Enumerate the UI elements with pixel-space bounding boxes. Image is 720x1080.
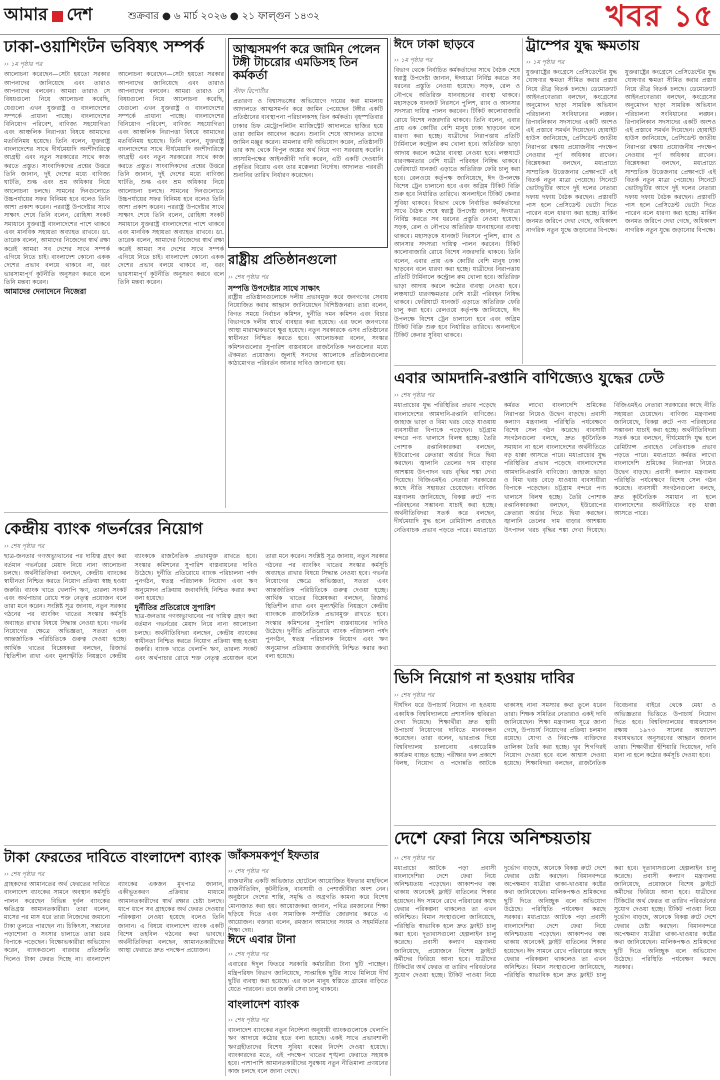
section-divider xyxy=(4,512,388,513)
section-divider xyxy=(394,365,716,366)
article-central-bank xyxy=(4,520,388,840)
article-subhead: দুর্নীতির প্রতিরোধে সুপারিশ xyxy=(134,603,216,613)
article-body-text: বিভাগ থেকে নির্বাচিত কর্মকর্তাদের সাথে বৈঠক শেষে স্বরাষ্ট্র উপদেষ্টা জানান, ঈদযাত্রা নির্বিঘ্ন করতে সব ধরনের প্রস্তুতি নেওয়া হয়েছে। সড়ক, রেল ও নৌপথে অতিরিক্ত যানবাহনের ব্যবস্থা থাকবে। মহাসড়কে যানজট নিরসনে পুলিশ, র‍্যাব ও আনসার সদস্যরা দায়িত্ব পালন করবেন। টিকিট কালোবাজারি রোধে বিশেষ নজরদারি থাকবে। তিনি বলেন, এবার প্রায় এক কোটির বেশি মানুষ ঢাকা ছাড়বেন বলে ধারণা করা হচ্ছে। যাত্রীদের নিরাপত্তায় প্রতিটি টার্মিনালে কন্ট্রোল রুম খোলা হবে। অতিরিক্ত ভাড়া আদায় করলে কঠোর ব্যবস্থা নেওয়া হবে। লঞ্চঘাটে ধারণক্ষমতার বেশি যাত্রী পরিবহন নিষিদ্ধ থাকবে। ফেরিঘাটে যানজট এড়াতে অতিরিক্ত ফেরি চালু করা হবে। রেলওয়ে কর্তৃপক্ষ জানিয়েছে, ঈদ উপলক্ষে বিশেষ ট্রেন চালানো হবে এবং অগ্রিম টিকিট বিক্রি শুরু হবে নির্ধারিত তারিখে। অনলাইনে টিকিট কেনার সুবিধা থাকবে। xyxy=(394,66,520,207)
logo-red-square-icon xyxy=(52,11,63,22)
article-body-text: ছাত্র-জনতার গণঅভ্যুত্থানের পর দায়িত্ব গ্রহণ করা বর্তমান গভর্নরের মেয়াদ নিয়ে নানা আলোচনা চলছে। অর্থনীতিবিদরা বলছেন, কেন্দ্রীয় ব্যাংকের স্বাধীনতা নিশ্চিত করতে নিয়োগ প্রক্রিয়া স্বচ্ছ হওয়া জরুরি। ব্যাংক খাতে খেলাপি ঋণ, তারল্য সংকট এবং অর্থপাচার রোধে শক্ত নেতৃত্ব প্রয়োজন বলে তারা মনে করেন। সংশ্লিষ্ট সূত্র জানায়, নতুন সরকার গঠনের পর ব্যাংকিং খাতের সংস্কার কর্মসূচি অব্যাহত রাখার বিষয়ে সিদ্ধান্ত নেওয়া হবে। গভর্নর নিয়োগের ক্ষেত্রে অভিজ্ঞতা, সততা এবং আন্তর্জাতিক পরিচিতিকে গুরুত্ব দেওয়া হচ্ছে। আর্থিক খাতের বিশ্লেষকরা বলছেন, রিজার্ভ স্থিতিশীল রাখা এবং মূল্যস্ফীতি নিয়ন্ত্রণে কেন্দ্রীয় ব্যাংককে রাজনৈতিক প্রভাবমুক্ত রাখতে হবে। সংস্কার কমিশনের সুপারিশ বাস্তবায়নের দাবিও উঠেছে। দুর্নীতি প্রতিরোধে ব্যাংক পরিচালনা পর্ষদ পুনর্গঠন, স্বতন্ত্র পরিচালক নিয়োগ এবং ঋণ অনুমোদন প্রক্রিয়ায় জবাবদিহি নিশ্চিত করার কথা বলা হয়েছে। xyxy=(4,553,258,660)
article-body-text: রাষ্ট্রীয় প্রতিষ্ঠানগুলোকে দলীয় প্রভাবমুক্ত করে জনগণের সেবায় নিয়োজিত করার আহ্বান জানিয়েছেন বিশিষ্টজনরা। তারা বলেন, বিগত সময়ে নির্বাচন কমিশন, দুর্নীতি দমন কমিশন এবং বিচার বিভাগকে দলীয় স্বার্থে ব্যবহার করা হয়েছে। এর ফলে জনগণের আস্থা মারাত্মকভাবে ক্ষুণ্ণ হয়েছে। নতুন সরকারকে এসব প্রতিষ্ঠানের স্বাধীনতা নিশ্চিত করতে হবে। আলোচকরা বলেন, সংস্কার কমিশনগুলোর সুপারিশ বাস্তবায়নে রাজনৈতিক দলগুলোর মধ্যে ঐকমত্য প্রয়োজন। জুলাই সনদের আলোকে প্রতিষ্ঠানগুলোর কাঠামোগত পরিবর্তন আনার দাবিও জানানো হয়। xyxy=(228,293,388,368)
article-body: রাজধানীর একটি অভিজাত হোটেলে আয়োজিত ইফতার মাহফিলে রাজনীতিবিদ, কূটনীতিক, ব্যবসায়ী ও পেশাজীবীরা অংশ নেন। অনুষ্ঠানে দেশের শান্তি, সমৃদ্ধি ও অগ্রগতি কামনা করে বিশেষ মোনাজাত করা হয়। আয়োজকরা জানান, পবিত্র রমজানের শিক্ষা ছড়িয়ে দিতে এবং সামাজিক সম্প্রীতি জোরদার করতে এ আয়োজন। বক্তারা বলেন, রমজান আমাদের সংযম ও সহমর্মিতার শিক্ষা দেয়। xyxy=(228,877,388,935)
article-headline-eid-train: ঈদে এবার টানা xyxy=(228,932,296,946)
section-divider xyxy=(394,665,716,666)
article-headline: এবার আমদানি-রপ্তানি বাণিজ্যেও যুদ্ধের ঢেউ xyxy=(394,369,665,387)
article-body-text-continued: মধ্যপ্রাচ্যের যুদ্ধ পরিস্থিতির প্রভাব পড়েছে বাংলাদেশের আমদানি-রপ্তানি বাণিজ্যে। জাহাজ ভাড়া ও বিমা খরচ বেড়ে যাওয়ায় ব্যবসায়ীরা বিপাকে পড়েছেন। চট্টগ্রাম বন্দরে পণ্য খালাসে বিলম্ব হচ্ছে। তৈরি পোশাক রপ্তানিকারকরা বলছেন, ইউরোপের ক্রেতারা অর্ডার দিতে দ্বিধা করছেন। জ্বালানি তেলের দাম বাড়ার আশঙ্কায় উৎপাদন খরচ বৃদ্ধির শঙ্কা দেখা দিয়েছে। বিজিএমইএ নেতারা সরকারের কাছে নীতি সহায়তা চেয়েছেন। বাণিজ্য মন্ত্রণালয় জানিয়েছে, বিকল্প রুটে পণ্য পরিবহনের সম্ভাবনা যাচাই করা হচ্ছে। অর্থনীতিবিদরা সতর্ক করে বলছেন, দীর্ঘমেয়াদি যুদ্ধ হলে রেমিট্যান্স প্রবাহেও নেতিবাচক প্রভাব পড়তে পারে। মধ্যপ্রাচ্যে কর্মরত লাখো বাংলাদেশি শ্রমিকের নিরাপত্তা নিয়েও উদ্বেগ বাড়ছে। প্রবাসী কল্যাণ মন্ত্রণালয় পরিস্থিতি পর্যবেক্ষণে বিশেষ সেল গঠন করেছে। ব্যবসায়ী সংগঠনগুলো বলছে, দ্রুত কূটনৈতিক সমাধান না হলে বাংলাদেশের অর্থনীতিতে বড় ধাক্কা আসতে পারে। xyxy=(504,402,716,534)
article-headline: ঢাকা-ওয়াশিংটন ভবিষ্যৎ সম্পর্ক xyxy=(4,37,205,56)
article-headline-bangladesh-bank: বাংলাদেশ ব্যাংক xyxy=(228,998,299,1012)
article-subhead: সম্পত্তি উপদেষ্টার সাথে সাক্ষাৎ xyxy=(228,283,321,293)
article-headline: রাষ্ট্রীয় প্রতিষ্ঠানগুলো xyxy=(228,253,337,268)
article-byline: ›› শেষ পৃষ্ঠার পর xyxy=(4,871,45,879)
article-body-text-continued: যুক্তরাষ্ট্রের কংগ্রেসে প্রেসিডেন্টের যুদ্ধ ঘোষণার ক্ষমতা সীমিত করার প্রস্তাব নিয়ে তীব্র বিতর্ক চলছে। ডেমোক্র্যাট আইনপ্রণেতারা বলছেন, কংগ্রেসের অনুমোদন ছাড়া সামরিক অভিযান পরিচালনা সংবিধানের লঙ্ঘন। রিপাবলিকান সদস্যদের একটি অংশও এই প্রস্তাবে সমর্থন দিয়েছেন। হোয়াইট হাউস জানিয়েছে, প্রেসিডেন্ট জাতীয় নিরাপত্তা রক্ষায় প্রয়োজনীয় পদক্ষেপ নেওয়ার পূর্ণ অধিকার রাখেন। বিশ্লেষকরা বলছেন, মধ্যপ্রাচ্যে সাম্প্রতিক উত্তেজনার প্রেক্ষাপটে এই বিতর্ক নতুন মাত্রা পেয়েছে। সিনেটে ভোটাভুটির আগে দুই দলের নেতারা দফায় দফায় বৈঠক করছেন। প্রস্তাবটি পাস হলে প্রেসিডেন্ট ভেটো দিতে পারেন বলে ধারণা করা হচ্ছে। মার্কিন জনমত জরিপে দেখা গেছে, অধিকাংশ নাগরিক নতুন যুদ্ধে জড়ানোর বিপক্ষে। xyxy=(625,69,716,234)
column-divider xyxy=(390,38,391,1076)
article-body-text-continued: বিভাগ থেকে নির্বাচিত কর্মকর্তাদের সাথে বৈঠক শেষে স্বরাষ্ট্র উপদেষ্টা জানান, ঈদযাত্রা নির্বিঘ্ন করতে সব ধরনের প্রস্তুতি নেওয়া হয়েছে। সড়ক, রেল ও নৌপথে অতিরিক্ত যানবাহনের ব্যবস্থা থাকবে। মহাসড়কে যানজট নিরসনে পুলিশ, র‍্যাব ও আনসার সদস্যরা দায়িত্ব পালন করবেন। টিকিট কালোবাজারি রোধে বিশেষ নজরদারি থাকবে। তিনি বলেন, এবার প্রায় এক কোটির বেশি মানুষ ঢাকা ছাড়বেন বলে ধারণা করা হচ্ছে। যাত্রীদের নিরাপত্তায় প্রতিটি টার্মিনালে কন্ট্রোল রুম খোলা হবে। অতিরিক্ত ভাড়া আদায় করলে কঠোর ব্যবস্থা নেওয়া হবে। লঞ্চঘাটে ধারণক্ষমতার বেশি যাত্রী পরিবহন নিষিদ্ধ থাকবে। ফেরিঘাটে যানজট এড়াতে অতিরিক্ত ফেরি চালু করা হবে। রেলওয়ে কর্তৃপক্ষ জানিয়েছে, ঈদ উপলক্ষে বিশেষ ট্রেন চালানো হবে এবং অগ্রিম টিকিট বিক্রি শুরু হবে নির্ধারিত তারিখে। অনলাইনে টিকিট কেনার সুবিধা থাকবে। xyxy=(394,199,521,340)
article-body: প্রতারণা ও বিশ্বাসভঙ্গের অভিযোগে দায়ের করা মামলায় আদালতে আত্মসমর্পণ করে জামিন পেয়েছেন টঙ্গীর একটি প্রতিষ্ঠানের ব্যবস্থাপনা পরিচালকসহ তিন কর্মকর্তা। বৃহস্পতিবার ঢাকার চিফ মেট্রোপলিটন ম্যাজিস্ট্রেট আদালতে হাজির হয়ে তারা জামিন আবেদন করেন। শুনানি শেষে আদালত তাদের জামিন মঞ্জুর করেন। মামলার বাদী অভিযোগ করেন, প্রতিষ্ঠানটি তার কাছ থেকে বিপুল অঙ্কের অর্থ নিয়ে পণ্য সরবরাহ করেনি। আসামিপক্ষের আইনজীবী দাবি করেন, এটি একটি দেওয়ানি প্রকৃতির বিরোধ এবং তার মক্কেলরা নির্দোষ। আদালত পরবর্তী শুনানির তারিখ নির্ধারণ করেছেন। xyxy=(233,97,383,180)
section-divider xyxy=(4,845,388,846)
article-body-text: আলোচনা করেছেন—সেটা হয়তো সরকার আপনাদের জানিয়েছে এবং তারাও আপনাদের বলবেন। আমরা তারাও সে বিষয়গুলো নিয়ে আলোচনা করেছি, যেগুলো এখন যুক্তরাষ্ট্র ও বাংলাদেশের সম্পর্কে প্রাধান্য পাচ্ছে। বাংলাদেশের বিনিয়োগ পরিবেশ, বাণিজ্য সহযোগিতা এবং আঞ্চলিক নিরাপত্তা বিষয়ে আমাদের মতবিনিময় হয়েছে। তিনি বলেন, যুক্তরাষ্ট্র বাংলাদেশের সাথে দীর্ঘমেয়াদি অংশীদারিত্বে আগ্রহী এবং নতুন সরকারের সাথে কাজ করতে প্রস্তুত। সাংবাদিকদের প্রশ্নের উত্তরে তিনি জানান, দুই দেশের মধ্যে বাণিজ্য ঘাটতি, শুল্ক এবং শ্রম অধিকার নিয়ে আলোচনা চলছে। সামনের দিনগুলোতে উচ্চপর্যায়ের সফর বিনিময় হবে বলেও তিনি আশা প্রকাশ করেন। পররাষ্ট্র উপদেষ্টার সাথে সাক্ষাৎ শেষে তিনি বলেন, রোহিঙ্গা সংকট সমাধানে যুক্তরাষ্ট্র বাংলাদেশের পাশে থাকবে এবং মানবিক সহায়তা অব্যাহত রাখবে। ডা. তারেক বলেন, আমাদের নিজেদের স্বার্থ রক্ষা করেই আমরা সব দেশের সাথে সম্পর্ক এগিয়ে নিতে চাই। বাংলাদেশ কোনো একক দেশের প্রভাব বলয়ে থাকবে না, বরং ভারসাম্যপূর্ণ কূটনীতি অনুসরণ করবে বলে তিনি মন্তব্য করেন। xyxy=(4,71,110,286)
article-byline: ›› শেষ পৃষ্ঠার পর xyxy=(394,692,435,700)
article-body xyxy=(394,865,716,1075)
section-page-label: খবর ১৫ xyxy=(605,0,714,34)
article-headline: টাকা ফেরতের দাবিতে বাংলাদেশ ব্যাংক xyxy=(4,850,222,866)
article-byline: ›› শেষ পৃষ্ঠার পর xyxy=(228,867,269,875)
article-body xyxy=(4,553,388,843)
article-headline: ভিসি নিয়োগ না হওয়ায় দাবির xyxy=(394,669,575,687)
article-body-eid-train: এবারের ঈদুল ফিতরে সরকারি কর্মচারীরা টানা ছুটি পাচ্ছেন। মন্ত্রিপরিষদ বিভাগ জানিয়েছে, সাপ্তাহিক ছুটির সাথে মিলিয়ে দীর্ঘ ছুটির ব্যবস্থা করা হয়েছে। এর ফলে মানুষ স্বস্তিতে গ্রামের বাড়িতে যেতে পারবেন। তবে জরুরি সেবা চালু থাকবে। xyxy=(228,961,388,994)
article-money-return xyxy=(4,850,224,1076)
article-byline: ›› ১ম পৃষ্ঠার পর xyxy=(526,59,565,67)
article-byline: ›› শেষ পৃষ্ঠার পর xyxy=(228,273,269,281)
article-body: দীর্ঘদিন ধরে উপাচার্য নিয়োগ না হওয়ায় একাধিক বিশ্ববিদ্যালয়ে প্রশাসনিক স্থবিরতা দেখা দিয়েছে। শিক্ষার্থীরা দ্রুত স্থায়ী উপাচার্য নিয়োগের দাবিতে মানববন্ধন করেছেন। তারা বলেন, ভারপ্রাপ্ত দিয়ে বিশ্ববিদ্যালয় চালানোয় একাডেমিক কার্যক্রম ব্যাহত হচ্ছে। পরীক্ষার ফল প্রকাশে বিলম্ব, নিয়োগ ও পদোন্নতি আটকে থাকাসহ নানা সমস্যার কথা তুলে ধরেন তারা। শিক্ষক সমিতির নেতারাও একই দাবি জানিয়েছেন। শিক্ষা মন্ত্রণালয় সূত্রে জানা গেছে, উপাচার্য নিয়োগের প্রক্রিয়া চলমান রয়েছে। যোগ্য ও নিরপেক্ষ ব্যক্তিদের তালিকা তৈরি করা হচ্ছে। খুব শিগগিরই নিয়োগ দেওয়া হবে বলে আশ্বাস দেওয়া হয়েছে। শিক্ষাবিদরা বলছেন, রাজনৈতিক বিবেচনার বাইরে থেকে মেধা ও অভিজ্ঞতার ভিত্তিতে উপাচার্য নিয়োগ দিতে হবে। বিশ্ববিদ্যালয়ের স্বায়ত্তশাসন রক্ষায় ১৯৭৩ সালের অধ্যাদেশ যথাযথভাবে অনুসরণের আহ্বান জানান তারা। শিক্ষার্থীরা হুঁশিয়ারি দিয়েছেন, দাবি মানা না হলে কঠোর কর্মসূচি দেওয়া হবে। xyxy=(394,702,716,768)
date-line: শুক্রবার ● ৬ মার্চ ২০২৬ ● ২১ ফাল্গুন ১৪৩২ xyxy=(128,11,320,22)
article-byline: ›› শেষ পৃষ্ঠার পর xyxy=(4,543,45,551)
section-divider xyxy=(394,825,716,826)
article-headline: ঈদে ঢাকা ছাড়বে xyxy=(394,37,475,51)
column-divider xyxy=(225,38,226,508)
article-body-text-continued: মধ্যপ্রাচ্যে আটকে পড়া প্রবাসী বাংলাদেশিরা দেশে ফেরা নিয়ে অনিশ্চয়তায় পড়েছেন। আকাশপথ বন্ধ থাকায় অনেকেই ফ্লাইট বাতিলের শিকার হয়েছেন। ঈদ সামনে রেখে পরিবারের কাছে ফেরার পরিকল্পনা থাকলেও তা এখন অনিশ্চিত। বিমান সংস্থাগুলো জানিয়েছে, পরিস্থিতি স্বাভাবিক হলে দ্রুত ফ্লাইট চালু করা হবে। দূতাবাসগুলো হেল্পলাইন চালু করেছে। প্রবাসী কল্যাণ মন্ত্রণালয় জানিয়েছে, প্রয়োজনে বিশেষ ফ্লাইটে কর্মীদের ফিরিয়ে আনা হবে। যাত্রীদের টিকিটের অর্থ ফেরত বা তারিখ পরিবর্তনের সুযোগ দেওয়া হচ্ছে। টিকিট পাওয়া নিয়ে দুর্ভোগ বাড়ছে, অনেকে বিকল্প রুটে দেশে ফেরার চেষ্টা করছেন। বিমানবন্দরে অপেক্ষমাণ যাত্রীরা থাকা-খাওয়ার কষ্টের কথা জানিয়েছেন। মালিকপক্ষও শ্রমিকদের ছুটি দিতে অনিচ্ছুক বলে অভিযোগ উঠেছে। পরিস্থিতি পর্যবেক্ষণ করছে সরকার। xyxy=(504,864,716,980)
article-state-institutions xyxy=(228,254,388,504)
article-byline: স্টাফ রিপোর্টার xyxy=(233,87,269,95)
article-byline: ›› শেষ পৃষ্ঠার পর xyxy=(394,854,435,862)
article-body-text-continued: ছাত্র-জনতার গণঅভ্যুত্থানের পর দায়িত্ব গ্রহণ করা বর্তমান গভর্নরের মেয়াদ নিয়ে নানা আলোচনা চলছে। অর্থনীতিবিদরা বলছেন, কেন্দ্রীয় ব্যাংকের স্বাধীনতা নিশ্চিত করতে নিয়োগ প্রক্রিয়া স্বচ্ছ হওয়া জরুরি। ব্যাংক খাতে খেলাপি ঋণ, তারল্য সংকট এবং অর্থপাচার রোধে শক্ত নেতৃত্ব প্রয়োজন বলে তারা মনে করেন। সংশ্লিষ্ট সূত্র জানায়, নতুন সরকার গঠনের পর ব্যাংকিং খাতের সংস্কার কর্মসূচি অব্যাহত রাখার বিষয়ে সিদ্ধান্ত নেওয়া হবে। গভর্নর নিয়োগের ক্ষেত্রে অভিজ্ঞতা, সততা এবং আন্তর্জাতিক পরিচিতিকে গুরুত্ব দেওয়া হচ্ছে। আর্থিক খাতের বিশ্লেষকরা বলছেন, রিজার্ভ স্থিতিশীল রাখা এবং মূল্যস্ফীতি নিয়ন্ত্রণে কেন্দ্রীয় ব্যাংককে রাজনৈতিক প্রভাবমুক্ত রাখতে হবে। সংস্কার কমিশনের সুপারিশ বাস্তবায়নের দাবিও উঠেছে। দুর্নীতি প্রতিরোধে ব্যাংক পরিচালনা পর্ষদ পুনর্গঠন, স্বতন্ত্র পরিচালক নিয়োগ এবং ঋণ অনুমোদন প্রক্রিয়ায় জবাবদিহি নিশ্চিত করার কথা বলা হয়েছে। xyxy=(134,553,388,662)
article-return-uncertainty xyxy=(394,830,716,1076)
article-trump-war xyxy=(526,38,716,358)
article-body xyxy=(394,402,716,660)
article-import-export xyxy=(394,370,716,660)
article-jakasamarpur xyxy=(228,850,388,1076)
article-body xyxy=(228,284,388,504)
logo-right-text: দেশ xyxy=(66,5,93,25)
article-body: গ্রাহকদের আমানতের অর্থ ফেরতের দাবিতে বাংলাদেশ ব্যাংকের সামনে অবস্থান কর্মসূচি পালন করেছেন বিভিন্ন দুর্বল ব্যাংকের ক্ষতিগ্রস্ত আমানতকারীরা। তারা বলেন, মাসের পর মাস ধরে তারা নিজেদের জমানো টাকা তুলতে পারছেন না। চিকিৎসা, সন্তানের পড়াশোনা ও সংসার চালাতে তারা চরম বিপাকে পড়েছেন। বিক্ষোভকারীরা অভিযোগ করেন, ব্যাংকগুলো বারবার প্রতিশ্রুতি দিলেও টাকা ফেরত দিচ্ছে না। বাংলাদেশ ব্যাংকের একজন মুখপাত্র জানান, একীভূতকরণ প্রক্রিয়ার মাধ্যমে আমানতকারীদের স্বার্থ রক্ষার চেষ্টা চলছে। ধাপে ধাপে সব গ্রাহকের অর্থ ফেরত দেওয়ার পরিকল্পনা নেওয়া হয়েছে বলেও তিনি জানান। এ বিষয়ে বাংলাদেশ ব্যাংক একটি বিশেষ তহবিল গঠনের কথা ভাবছে। অর্থনীতিবিদরা বলছেন, আমানতকারীদের আস্থা ফেরাতে দ্রুত পদক্ষেপ প্রয়োজন। xyxy=(4,881,224,963)
article-headline: আত্মসমর্পণ করে জামিন পেলেন টঙ্গী টাচরোর এমডিসহ তিন কর্মকর্তা xyxy=(233,42,380,83)
masthead xyxy=(0,0,720,35)
article-headline: ট্রাম্পের যুদ্ধ ক্ষমতায় xyxy=(526,38,640,54)
article-body-text: মধ্যপ্রাচ্যে আটকে পড়া প্রবাসী বাংলাদেশিরা দেশে ফেরা নিয়ে অনিশ্চয়তায় পড়েছেন। আকাশপথ বন্ধ থাকায় অনেকেই ফ্লাইট বাতিলের শিকার হয়েছেন। ঈদ সামনে রেখে পরিবারের কাছে ফেরার পরিকল্পনা থাকলেও তা এখন অনিশ্চিত। বিমান সংস্থাগুলো জানিয়েছে, পরিস্থিতি স্বাভাবিক হলে দ্রুত ফ্লাইট চালু করা হবে। দূতাবাসগুলো হেল্পলাইন চালু করেছে। প্রবাসী কল্যাণ মন্ত্রণালয় জানিয়েছে, প্রয়োজনে বিশেষ ফ্লাইটে কর্মীদের ফিরিয়ে আনা হবে। যাত্রীদের টিকিটের অর্থ ফেরত বা তারিখ পরিবর্তনের সুযোগ দেওয়া হচ্ছে। টিকিট পাওয়া নিয়ে দুর্ভোগ বাড়ছে, অনেকে বিকল্প রুটে দেশে ফেরার চেষ্টা করছেন। বিমানবন্দরে অপেক্ষমাণ যাত্রীরা থাকা-খাওয়ার কষ্টের কথা জানিয়েছেন। মালিকপক্ষও শ্রমিকদের ছুটি দিতে অনিচ্ছুক বলে অভিযোগ উঠেছে। পরিস্থিতি পর্যবেক্ষণ করছে সরকার। xyxy=(394,864,606,980)
article-headline: কেন্দ্রীয় ব্যাংক গভর্নরের নিয়োগ xyxy=(4,519,203,538)
article-surrender-bail xyxy=(228,38,388,248)
column-divider xyxy=(522,38,523,364)
article-body xyxy=(4,71,224,511)
article-body-text: যুক্তরাষ্ট্রের কংগ্রেসে প্রেসিডেন্টের যুদ্ধ ঘোষণার ক্ষমতা সীমিত করার প্রস্তাব নিয়ে তীব্র বিতর্ক চলছে। ডেমোক্র্যাট আইনপ্রণেতারা বলছেন, কংগ্রেসের অনুমোদন ছাড়া সামরিক অভিযান পরিচালনা সংবিধানের লঙ্ঘন। রিপাবলিকান সদস্যদের একটি অংশও এই প্রস্তাবে সমর্থন দিয়েছেন। হোয়াইট হাউস জানিয়েছে, প্রেসিডেন্ট জাতীয় নিরাপত্তা রক্ষায় প্রয়োজনীয় পদক্ষেপ নেওয়ার পূর্ণ অধিকার রাখেন। বিশ্লেষকরা বলছেন, মধ্যপ্রাচ্যে সাম্প্রতিক উত্তেজনার প্রেক্ষাপটে এই বিতর্ক নতুন মাত্রা পেয়েছে। সিনেটে ভোটাভুটির আগে দুই দলের নেতারা দফায় দফায় বৈঠক করছেন। প্রস্তাবটি পাস হলে প্রেসিডেন্ট ভেটো দিতে পারেন বলে ধারণা করা হচ্ছে। মার্কিন জনমত জরিপে দেখা গেছে, অধিকাংশ নাগরিক নতুন যুদ্ধে জড়ানোর বিপক্ষে। xyxy=(526,69,617,234)
article-byline: ›› ১ম পৃষ্ঠার পর xyxy=(394,56,433,64)
column-divider xyxy=(225,850,226,1076)
article-headline: জাঁকসমকপূর্ণ ইফতার xyxy=(228,849,320,862)
article-byline: ›› শেষ পৃষ্ঠার পর xyxy=(228,1016,269,1024)
article-body-text-continued: আলোচনা করেছেন—সেটা হয়তো সরকার আপনাদের জানিয়েছে এবং তারাও আপনাদের বলবেন। আমরা তারাও সে বিষয়গুলো নিয়ে আলোচনা করেছি, যেগুলো এখন যুক্তরাষ্ট্র ও বাংলাদেশের সম্পর্কে প্রাধান্য পাচ্ছে। বাংলাদেশের বিনিয়োগ পরিবেশ, বাণিজ্য সহযোগিতা এবং আঞ্চলিক নিরাপত্তা বিষয়ে আমাদের মতবিনিময় হয়েছে। তিনি বলেন, যুক্তরাষ্ট্র বাংলাদেশের সাথে দীর্ঘমেয়াদি অংশীদারিত্বে আগ্রহী এবং নতুন সরকারের সাথে কাজ করতে প্রস্তুত। সাংবাদিকদের প্রশ্নের উত্তরে তিনি জানান, দুই দেশের মধ্যে বাণিজ্য ঘাটতি, শুল্ক এবং শ্রম অধিকার নিয়ে আলোচনা চলছে। সামনের দিনগুলোতে উচ্চপর্যায়ের সফর বিনিময় হবে বলেও তিনি আশা প্রকাশ করেন। পররাষ্ট্র উপদেষ্টার সাথে সাক্ষাৎ শেষে তিনি বলেন, রোহিঙ্গা সংকট সমাধানে যুক্তরাষ্ট্র বাংলাদেশের পাশে থাকবে এবং মানবিক সহায়তা অব্যাহত রাখবে। ডা. তারেক বলেন, আমাদের নিজেদের স্বার্থ রক্ষা করেই আমরা সব দেশের সাথে সম্পর্ক এগিয়ে নিতে চাই। বাংলাদেশ কোনো একক দেশের প্রভাব বলয়ে থাকবে না, বরং ভারসাম্যপূর্ণ কূটনীতি অনুসরণ করবে বলে তিনি মন্তব্য করেন। xyxy=(118,71,224,286)
article-headline: দেশে ফেরা নিয়ে অনিশ্চয়তায় xyxy=(394,829,591,849)
article-body-bangladesh-bank: বাংলাদেশ ব্যাংকের নতুন নির্দেশনা অনুযায়ী ব্যাংকগুলোকে খেলাপি ঋণ আদায়ে কঠোর হতে বলা হয়েছে। একই সাথে প্রভাবশালী ঋণগ্রহীতাদের বিশেষ সুবিধা বন্ধের নির্দেশ দেওয়া হয়েছে। ব্যাংকারদের মতে, এই পদক্ষেপ খাতের শৃঙ্খলা ফেরাতে সহায়ক হবে। পাশাপাশি আমানতকারীদের সুরক্ষায় নতুন নীতিমালা প্রণয়নের কাজ চলছে বলে জানা গেছে। xyxy=(228,1026,388,1076)
article-byline: ›› ১ম পৃষ্ঠার পর xyxy=(4,61,43,69)
article-body xyxy=(526,69,716,361)
article-dhaka-washington xyxy=(4,38,224,508)
article-body-text: মধ্যপ্রাচ্যের যুদ্ধ পরিস্থিতির প্রভাব পড়েছে বাংলাদেশের আমদানি-রপ্তানি বাণিজ্যে। জাহাজ ভাড়া ও বিমা খরচ বেড়ে যাওয়ায় ব্যবসায়ীরা বিপাকে পড়েছেন। চট্টগ্রাম বন্দরে পণ্য খালাসে বিলম্ব হচ্ছে। তৈরি পোশাক রপ্তানিকারকরা বলছেন, ইউরোপের ক্রেতারা অর্ডার দিতে দ্বিধা করছেন। জ্বালানি তেলের দাম বাড়ার আশঙ্কায় উৎপাদন খরচ বৃদ্ধির শঙ্কা দেখা দিয়েছে। বিজিএমইএ নেতারা সরকারের কাছে নীতি সহায়তা চেয়েছেন। বাণিজ্য মন্ত্রণালয় জানিয়েছে, বিকল্প রুটে পণ্য পরিবহনের সম্ভাবনা যাচাই করা হচ্ছে। অর্থনীতিবিদরা সতর্ক করে বলছেন, দীর্ঘমেয়াদি যুদ্ধ হলে রেমিট্যান্স প্রবাহেও নেতিবাচক প্রভাব পড়তে পারে। মধ্যপ্রাচ্যে কর্মরত লাখো বাংলাদেশি শ্রমিকের নিরাপত্তা নিয়েও উদ্বেগ বাড়ছে। প্রবাসী কল্যাণ মন্ত্রণালয় পরিস্থিতি পর্যবেক্ষণে বিশেষ সেল গঠন করেছে। ব্যবসায়ী সংগঠনগুলো বলছে, দ্রুত কূটনৈতিক সমাধান না হলে বাংলাদেশের অর্থনীতিতে বড় ধাক্কা আসতে পারে। xyxy=(394,402,606,534)
article-subhead: আমাদের দেনাদেনে নিজেরা xyxy=(4,287,87,297)
article-byline: ›› শেষ পৃষ্ঠার পর xyxy=(394,392,435,400)
logo-left-text: আমার xyxy=(4,5,48,25)
article-vc-appointment xyxy=(394,670,716,820)
article-byline: ›› শেষ পৃষ্ঠার পর xyxy=(228,951,269,959)
newspaper-logo xyxy=(4,4,92,28)
